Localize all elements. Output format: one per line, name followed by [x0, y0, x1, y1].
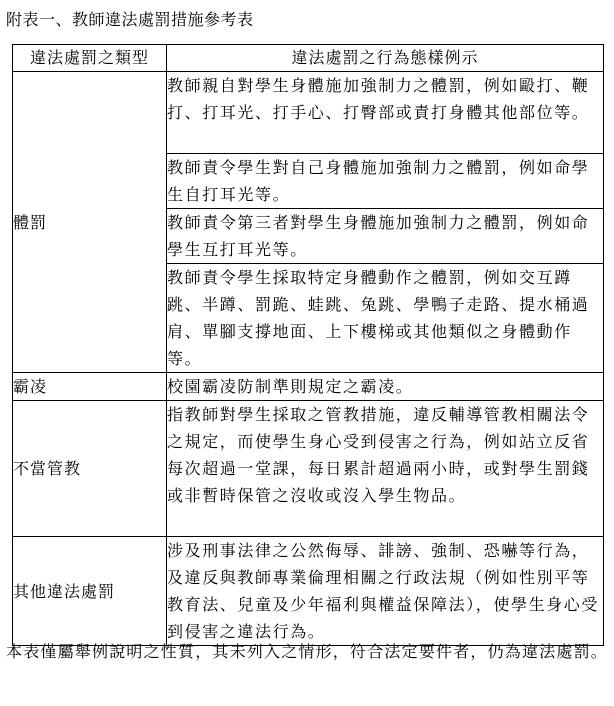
page-title: 附表一、教師違法處罰措施參考表 [6, 10, 254, 29]
example-cell: 教師責令學生對自己身體施加強制力之體罰，例如命學生自打耳光等。 [167, 154, 604, 209]
type-cell-improper-discipline: 不當管教 [13, 401, 167, 537]
type-cell-other-illegal-punishment: 其他違法處罰 [13, 537, 167, 646]
footnote: 本表僅屬舉例說明之性質，其未列入之情形，符合法定要件者，仍為違法處罰。 [6, 642, 609, 661]
table-header-row [13, 45, 604, 72]
example-cell: 教師責令第三者對學生身體施加強制力之體罰，例如命學生互打耳光等。 [167, 209, 604, 264]
table-row [13, 72, 604, 154]
example-cell: 教師責令學生採取特定身體動作之體罰，例如交互蹲跳、半蹲、罰跪、蛙跳、兔跳、學鴨子走路、提水桶過肩、單腳支撐地面、上下樓梯或其他類似之身體動作等。 [167, 264, 604, 373]
example-cell: 指教師對學生採取之管教措施，違反輔導管教相關法令之規定，而使學生身心受到侵害之行為，例如站立反省每次超過一堂課，每日累計超過兩小時，或對學生罰錢或非暫時保管之沒收或沒入學生物品。 [167, 401, 604, 537]
example-cell: 涉及刑事法律之公然侮辱、誹謗、強制、恐嚇等行為，及違反與教師專業倫理相關之行政法規（例如性別平等教育法、兒童及少年福利與權益保障法），使學生身心受到侵害之違法行為。 [167, 537, 604, 646]
type-cell-corporal-punishment: 體罰 [13, 72, 167, 373]
table-row [13, 373, 604, 401]
column-header-examples: 違法處罰之行為態樣例示 [167, 45, 604, 72]
column-header-type: 違法處罰之類型 [13, 45, 167, 72]
table-row [13, 401, 604, 537]
type-cell-bullying: 霸凌 [13, 373, 167, 401]
table-row [13, 537, 604, 646]
reference-table [12, 44, 604, 646]
example-cell: 教師親自對學生身體施加強制力之體罰，例如毆打、鞭打、打耳光、打手心、打臀部或責打身體其他部位等。 [167, 72, 604, 154]
example-cell: 校園霸凌防制準則規定之霸凌。 [167, 373, 604, 401]
